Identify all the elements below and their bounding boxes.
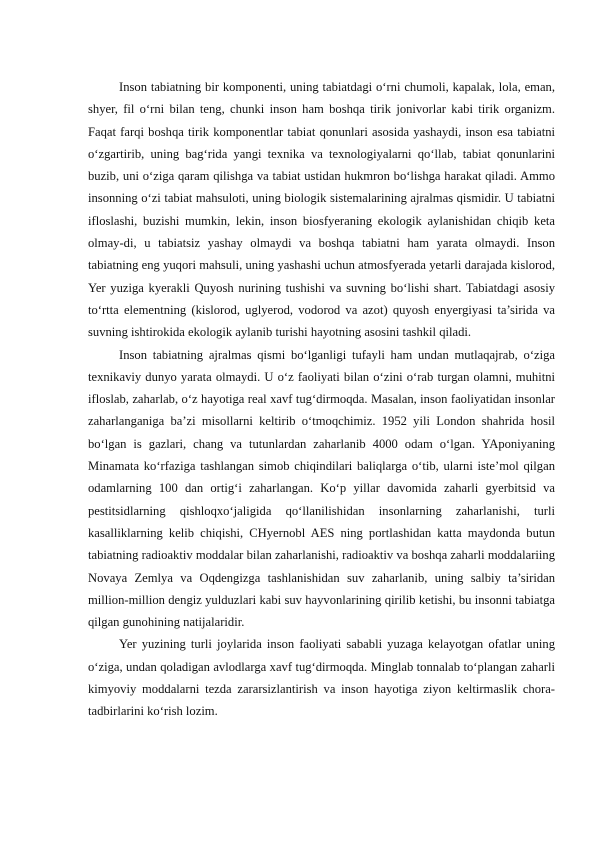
- paragraph-2: Inson tabiatning ajralmas qismi bo‘lganligi tufayli ham undan mutlaqajrab, o‘ziga texnikaviy dunyo yarata olmaydi. U o‘z faoliyati bilan o‘zini o‘rab turgan olamni, muhitni ifloslab, zaharlab, o‘z hayotiga real xavf tug‘dirmoqda. Masalan, inson faoliyatidan insonlar zaharlanganiga ba’zi misollarni keltirib o‘tmoqchimiz. 1952 yili London shahrida hosil bo‘lgan is gazlari, chang va tutunlardan zaharlanib 4000 odam o‘lgan. YAponiyaning Minamata ko‘rfaziga tashlangan simob chiqindilari baliqlarga o‘tib, ularni iste’mol qilgan odamlarning 100 dan ortig‘i zaharlangan. Ko‘p yillar davomida zaharli gyerbitsid va pestitsidlarning qishloqxo‘jaligida qo‘llanilishidan insonlarning zaharlanishi, turli kasalliklarning kelib chiqishi, CHyernobl AES ning portlashidan katta maydonda butun tabiatning radioaktiv moddalar bilan zaharlanishi, radioaktiv va boshqa zaharli moddalariing Novaya Zemlya va Oqdengizga tashlanishidan suv zaharlanib, uning salbiy ta’siridan million-million dengiz yulduzlari kabi suv hayvonlarining qirilib ketishi, bu insonni tabiatga qilgan gunohining natijalaridir.: [88, 347, 555, 630]
- paragraph-1: Inson tabiatning bir komponenti, uning tabiatdagi o‘rni chumoli, kapalak, lola, eman, shyer, fil o‘rni bilan teng, chunki inson ham boshqa tirik jonivorlar kabi tirik organizm. Faqat farqi boshqa tirik komponentlar tabiat qonunlari asosida yashaydi, inson esa tabiatni o‘zgartirib, uning bag‘rida yangi texnika va texnologiyalarni qo‘llab, tabiat qonunlarini buzib, uni o‘ziga qaram qilishga va tabiat ustidan hukmron bo‘lishga harakat qiladi. Ammo insonning o‘zi tabiat mahsuloti, uning biologik sistemalarining ajralmas qismidir. U tabiatni ifloslashi, buzishi mumkin, lekin, inson biosfyeraning ekologik aylanishidan chiqib keta olmay-di, u tabiatsiz yashay olmaydi va boshqa tabiatni ham yarata olmaydi. Inson tabiatning eng yuqori mahsuli, uning yashashi uchun atmosfyerada yetarli darajada kislorod, Yer yuziga kyerakli Quyosh nurining tushishi va suvning bo‘lishi shart. Tabiatdagi asosiy to‘rtta elementning (kislorod, uglyerod, vodorod va azot) quyosh enyergiyasi ta’sirida va suvning ishtirokida ekologik aylanib turishi hayotning asosini tashkil qiladi.: [88, 80, 555, 340]
- paragraph-3: Yer yuzining turli joylarida inson faoliyati sababli yuzaga kelayotgan ofatlar uning o‘ziga, undan qoladigan avlodlarga xavf tug‘dirmoqda. Minglab tonnalab to‘plangan zaharli kimyoviy moddalarni tezda zararsizlantirish va inson hayotiga ziyon keltirmaslik chora-tadbirlarini ko‘rish lozim.: [88, 637, 555, 719]
- document-page: [88, 76, 555, 723]
